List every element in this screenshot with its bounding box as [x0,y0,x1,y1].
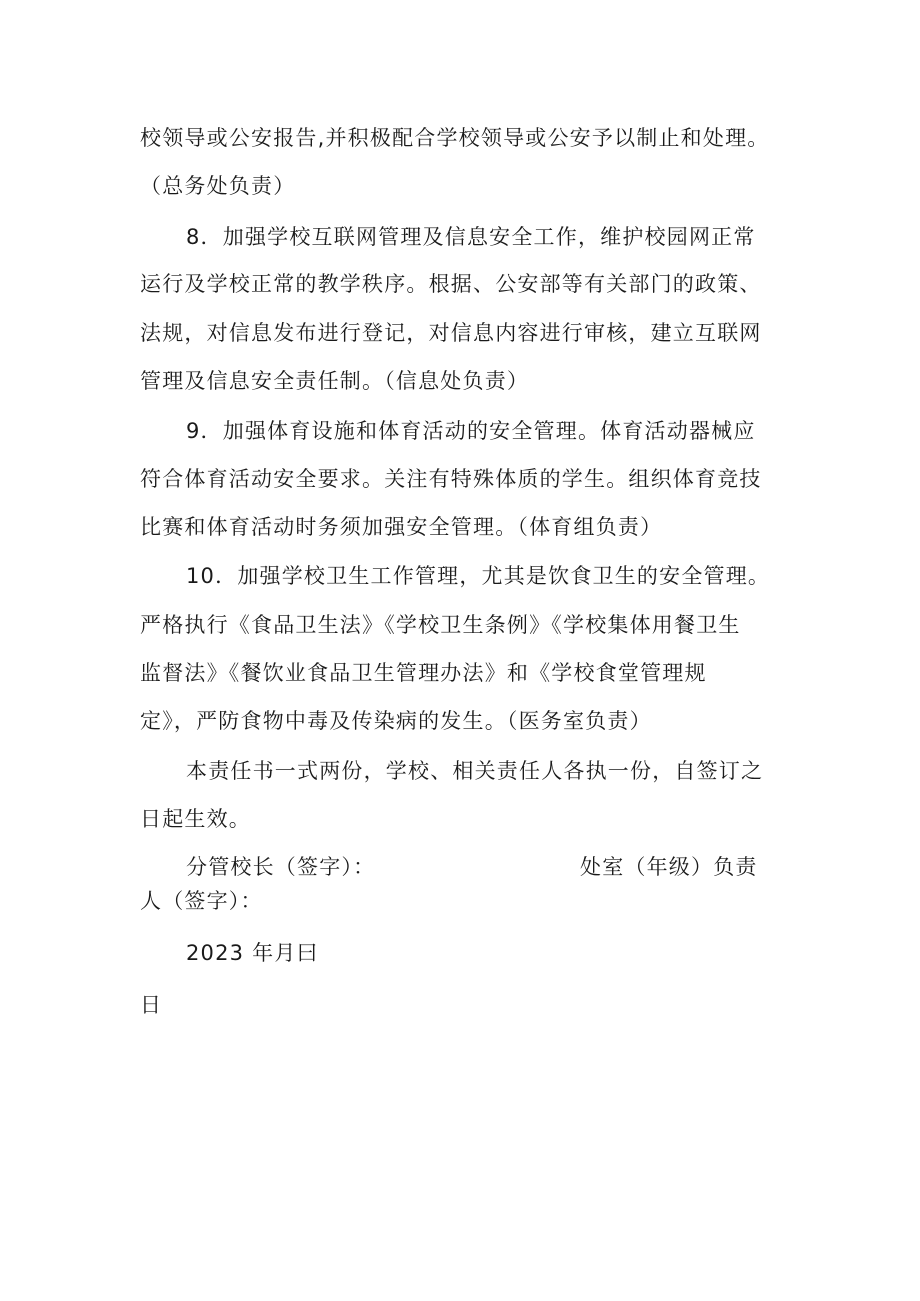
paragraph-7-line-1: 校领导或公安报告,并积极配合学校领导或公安予以制止和处理。 [140,126,770,150]
paragraph-8-line-3: 法规，对信息发布进行登记，对信息内容进行审核，建立互联网 [140,321,762,345]
signature-right-label: 处室（年级）负责 [580,855,758,879]
paragraph-7-line-2: （总务处负责） [140,174,296,198]
paragraph-10-line-3: 监督法》《餐饮业食品卫生管理办法》和《学校食堂管理规 [140,661,707,685]
signature-left-label: 分管校长（签字）： [186,855,376,879]
paragraph-10-line-2: 严格执行《食品卫生法》《学校卫生条例》《学校集体用餐卫生 [140,613,741,637]
paragraph-8-line-4: 管理及信息安全责任制。（信息处负责） [140,369,530,393]
paragraph-8-line-1: 8．加强学校互联网管理及信息安全工作，维护校园网正常 [186,225,756,249]
paragraph-9-line-2: 符合体育活动安全要求。关注有特殊体质的学生。组织体育竞技 [140,467,762,491]
paragraph-8-line-2: 运行及学校正常的教学秩序。根据、公安部等有关部门的政策、 [140,272,762,296]
signature-date-left: 2023 年月曰 [186,941,319,965]
paragraph-9-line-3: 比赛和体育活动时务须加强安全管理。（体育组负责） [140,515,663,539]
paragraph-9-line-1: 9．加强体育设施和体育活动的安全管理。体育活动器械应 [186,419,756,443]
closing-line-1: 本责任书一式两份，学校、相关责任人各执一份，自签订之 [186,759,764,783]
paragraph-10-line-4: 定》，严防食物中毒及传染病的发生。（医务室负责） [140,709,652,733]
closing-line-2: 日起生效。 [140,807,251,831]
paragraph-10-line-1: 10．加强学校卫生工作管理，尤其是饮食卫生的安全管理。 [186,564,771,588]
signature-date-right: 日 [140,993,163,1017]
signature-right-label-cont: 人（签字）： [140,889,263,913]
